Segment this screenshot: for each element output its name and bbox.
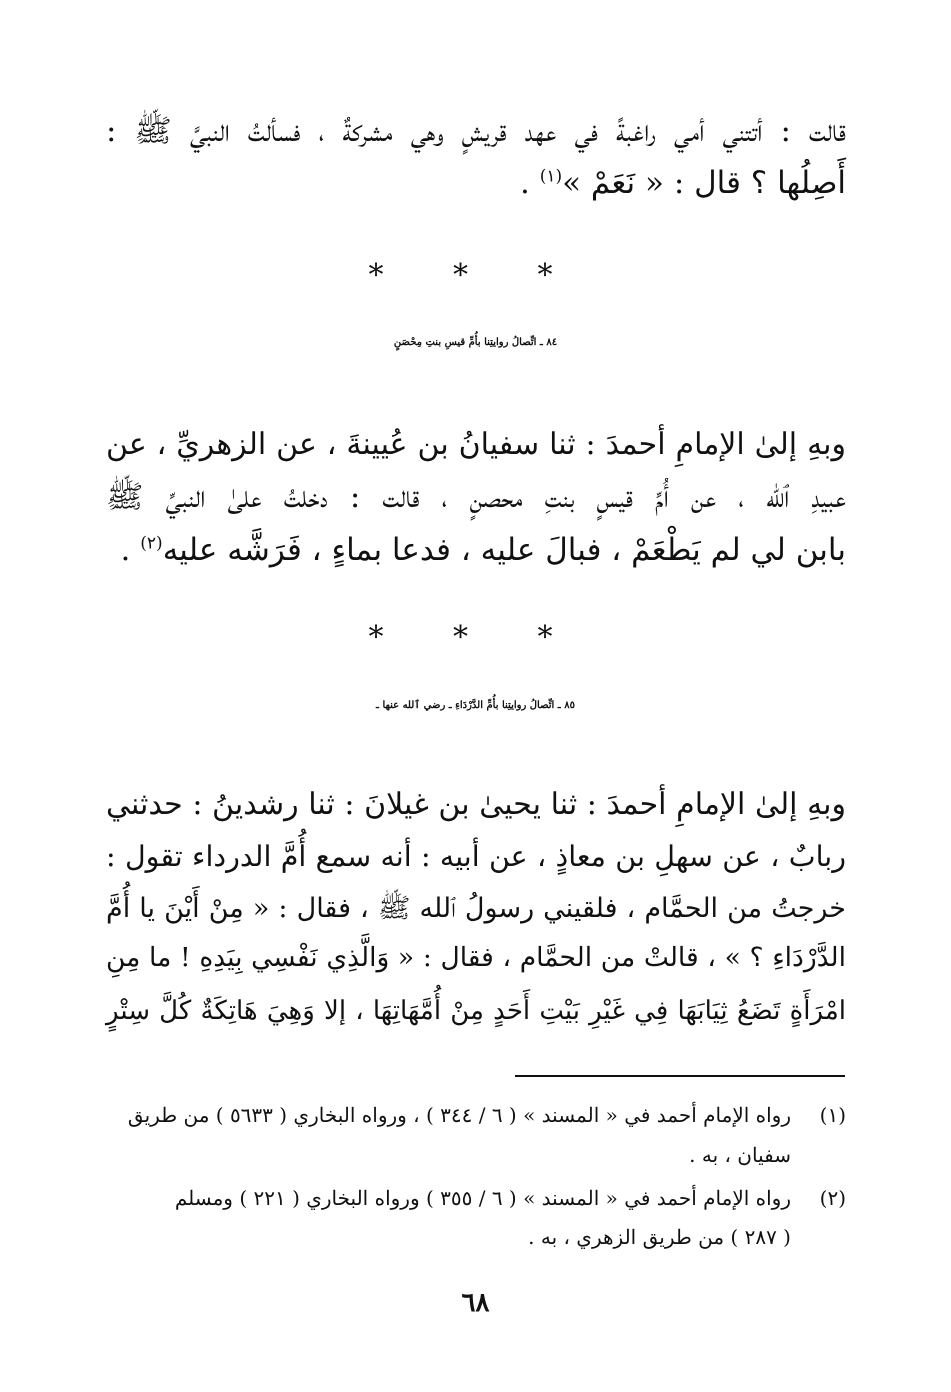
footnote-text: رواه الإمام أحمد في « المسند » ( ٦ / ٣٥٥ ) ورواه البخاري ( ٢٢١ ) ومسلم: [174, 1186, 791, 1210]
section-separator: * * *: [368, 258, 583, 293]
text-line: قالت : أتتني أمي راغبةً في عهد قريشٍ وهي مشركةٌ ، فسألتُ النبيَّ ﷺ :: [106, 113, 846, 149]
text-line: عبيدِ ٱلله ، عن أُمِّ قيسٍ بنتِ محصنٍ ، قالت : دخلتُ علىٰ النبيِّ ﷺ: [106, 479, 846, 515]
footnote-text: ( ٢٨٧ ) من طريق الزهري ، به .: [528, 1225, 791, 1249]
section-heading: ٨٥ ـ اتِّصالُ روايتِنا بأُمِّ الدَّرْدَاءِ ـ رضي ٱلله عنها ـ: [376, 700, 575, 711]
text-line: الدَّرْدَاءِ ؟ » ، قالتْ من الحمَّام ، فقال : « وَالَّذِي نَفْسِي بِيَدِهِ ! ما مِنِ: [106, 942, 846, 973]
text-line: خرجتُ من الحمَّام ، فلقيني رسولُ ٱلله ﷺ ، فقال : « مِنْ أَيْنَ يا أُمَّ: [106, 893, 846, 924]
text-line: وبهِ إلىٰ الإمامِ أحمدَ : ثنا سفيانُ بن عُيينةَ ، عن الزهريِّ ، عن: [106, 427, 846, 462]
text-run: أَصِلُها ؟ قال : « نَعَمْ »: [562, 165, 846, 201]
text-run: .: [120, 532, 141, 568]
footnote-text: سفيان ، به .: [689, 1143, 791, 1167]
footnote-ref: (٢): [140, 533, 163, 554]
text-run: بابن لي لم يَطْعَمْ ، فبالَ عليه ، فدعا بماءٍ ، فَرَشَّه عليه: [162, 532, 846, 568]
section-heading: ٨٤ ـ اتِّصالُ روايتِنا بأُمِّ قيسِ بنتِ مِحْصَنٍ: [393, 337, 558, 348]
page-number: ٦٨: [461, 1288, 490, 1318]
footnote-text: رواه الإمام أحمد في « المسند » ( ٦ / ٣٤٤ ) ، ورواه البخاري ( ٥٦٣٣ ) من طريق: [127, 1103, 791, 1127]
footnote-number: (٢): [819, 1186, 846, 1210]
text-line: [106, 532, 846, 568]
text-line: امْرَأَةٍ تَضَعُ ثِيَابَهَا فِي غَيْرِ بَيْتِ أَحَدٍ مِنْ أُمَّهَاتِهَا ، إلا وَهِيَ هَاتِكَةٌ كُلَّ سِتْرٍ: [106, 996, 846, 1026]
text-line: [106, 165, 846, 201]
footnote-divider: [515, 1075, 845, 1077]
text-run: .: [519, 165, 540, 201]
footnote-number: (١): [819, 1103, 846, 1127]
text-line: ربابٌ ، عن سهلِ بن معاذٍ ، عن أبيه : أنه سمع أُمَّ الدرداء تقول :: [106, 840, 846, 873]
text-line: وبهِ إلىٰ الإمامِ أحمدَ : ثنا يحيىٰ بن غيلانَ : ثنا رشدينُ : حدثني: [106, 787, 846, 822]
section-separator: * * *: [368, 620, 583, 655]
footnote-ref: (١): [539, 166, 563, 187]
